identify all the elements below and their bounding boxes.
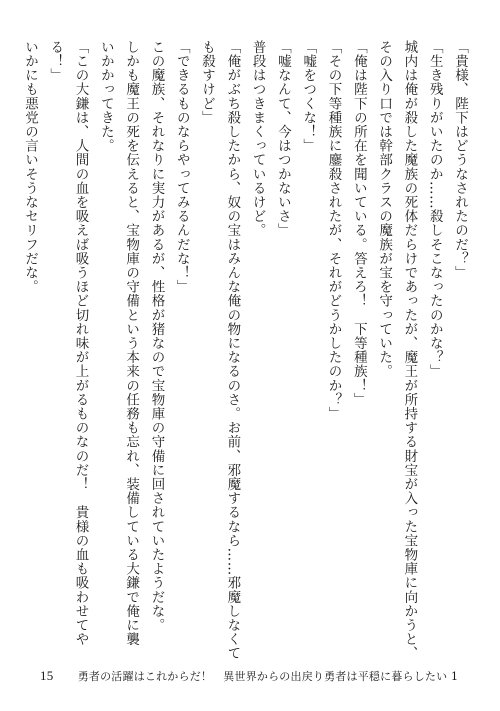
text-line: 「嘘なんて、今はつかないさ」 (274, 40, 291, 238)
page-footer (40, 668, 458, 684)
text-line: 「できるものならやってみるんだな！」 (173, 40, 190, 294)
text-line: も殺すけど」 (199, 40, 216, 125)
text-line: 城内は俺が殺した魔族の死体だらけであったが、魔王が所持する財宝が入った宝物庫に向かうと、 (401, 40, 418, 661)
page-number: 15 (40, 668, 54, 683)
text-line: 「この大鎌は、人間の血を吸えば吸うほど切れ味が上がるものなのだ！ 貴様の血も吸わせてや (72, 40, 89, 647)
text-line: る！」 (47, 40, 64, 83)
text-line: 「その下等種族に鏖殺されたが、それがどうかしたのか？」 (325, 40, 342, 421)
text-line: いかかってきた。 (97, 40, 114, 153)
text-line: 「嘘をつくな！」 (300, 40, 317, 153)
text-line: 「俺は陛下の所在を聞いている。答えろ！ 下等種族！」 (350, 40, 367, 407)
running-title: 勇者の活躍はこれからだ！ 異世界からの出戻り勇者は平穏に暮らしたい 1 (77, 670, 459, 683)
text-line: 「俺がぶち殺したから、奴の宝はみんな俺の物になるのさ。お前、邪魔するなら……邪魔しなくて (224, 40, 241, 661)
text-line: 「貴様、陛下はどうなされたのだ？」 (452, 40, 468, 280)
text-line: 普段はつきまくっているけど。 (249, 40, 266, 238)
text-line: その入り口では幹部クラスの魔族が宝を守っていた。 (376, 40, 393, 379)
vertical-text-body (17, 40, 472, 661)
text-line: 「生き残りがいたのか……殺しそこなったのかな？」 (426, 40, 443, 379)
text-line: いかにも悪党の言いそうなセリフだな。 (21, 40, 38, 294)
text-line: この魔族、それなりに実力があるが、性格が猪なので宝物庫の守備に回されていたようだな。 (148, 40, 165, 633)
text-line: しかも魔王の死を伝えると、宝物庫の守備という本来の任務も忘れ、装備している大鎌で俺に襲 (123, 40, 140, 647)
